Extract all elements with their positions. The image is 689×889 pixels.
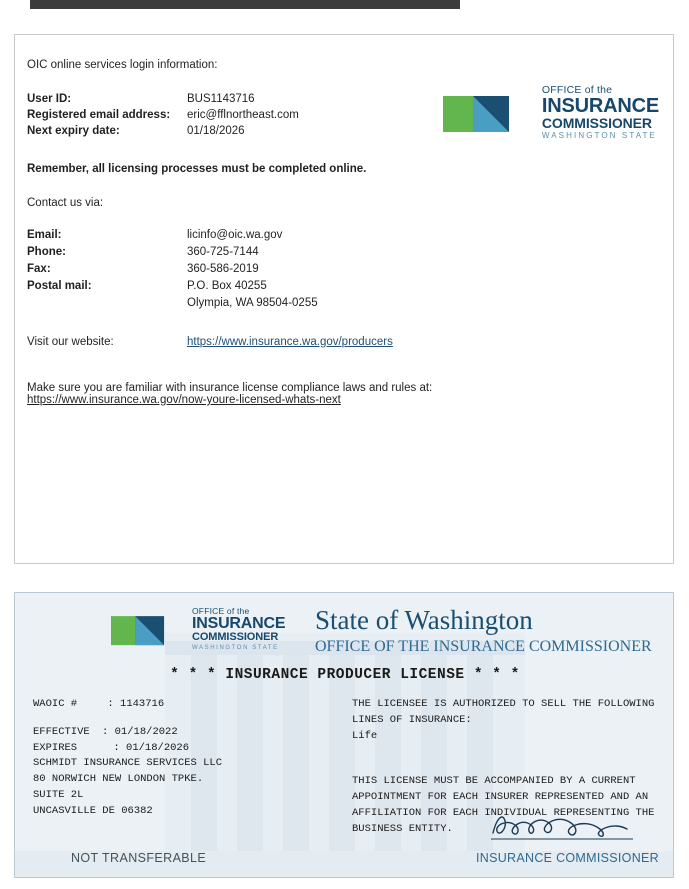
commissioner-signature — [487, 809, 637, 845]
compliance-block — [27, 382, 661, 406]
account-details-table — [27, 93, 299, 141]
oic-logo-line2: INSURANCE — [192, 614, 286, 632]
insurance-commissioner-caption: INSURANCE COMMISSIONER — [475, 851, 659, 865]
next-expiry-value: 01/18/2026 — [187, 125, 245, 137]
table-row — [27, 125, 299, 141]
postal-mail-value-2: Olympia, WA 98504-0255 — [187, 297, 318, 309]
oic-logo-line4: WASHINGTON STATE — [192, 644, 279, 651]
user-id-value: BUS1143716 — [187, 93, 255, 105]
licensee-name: SCHMIDT INSURANCE SERVICES LLC — [33, 757, 223, 770]
expires-value: : 01/18/2026 — [113, 741, 190, 754]
login-info-card — [14, 34, 674, 564]
waoic-row — [33, 697, 333, 713]
postal-mail-label: Postal mail: — [27, 280, 92, 292]
postal-mail-label-blank — [27, 297, 187, 314]
oic-logo-line3: COMMISSIONER — [192, 630, 279, 643]
next-expiry-label: Next expiry date: — [27, 125, 120, 137]
notice-line2: APPOINTMENT FOR EACH INSURER REPRESENTED AND AN — [352, 791, 649, 803]
not-transferable-label: NOT TRANSFERABLE — [71, 851, 207, 865]
table-row — [27, 93, 299, 109]
lines-of-insurance: Life — [352, 729, 378, 742]
compliance-text: Make sure you are familiar with insurance license compliance laws and rules at: — [27, 382, 433, 394]
license-banner: * * * INSURANCE PRODUCER LICENSE * * * — [170, 667, 520, 683]
oic-logo-line1: OFFICE of the — [192, 606, 250, 616]
table-row — [27, 229, 318, 246]
state-subtitle: OFFICE OF THE INSURANCE COMMISSIONER — [315, 638, 652, 655]
email-label: Email: — [27, 229, 62, 241]
postal-mail-value: P.O. Box 40255 — [187, 280, 267, 292]
effective-row — [33, 725, 333, 741]
licensee-address-line1: 80 NORWICH NEW LONDON TPKE. — [33, 773, 204, 785]
authorized-line1: THE LICENSEE IS AUTHORIZED TO SELL THE FOLLOWING — [352, 698, 655, 710]
phone-label: Phone: — [27, 246, 66, 258]
licensee-address-line2: SUITE 2L — [33, 788, 84, 801]
table-row — [27, 297, 318, 314]
table-row — [27, 263, 318, 280]
license-header — [15, 599, 674, 655]
fax-label: Fax: — [27, 263, 51, 275]
oic-logo-line3: COMMISSIONER — [541, 114, 652, 131]
expires-row — [33, 741, 333, 757]
login-info-body — [27, 59, 661, 406]
notice-line4: BUSINESS ENTITY. — [352, 822, 453, 835]
website-link[interactable]: https://www.insurance.wa.gov/producers — [187, 336, 393, 348]
state-title: State of Washington — [315, 605, 533, 635]
expires-label: EXPIRES — [33, 741, 78, 754]
oic-logo-mark — [111, 608, 185, 650]
effective-value: : 01/18/2022 — [102, 725, 178, 738]
registered-email-value: eric@fflnortheast.com — [187, 109, 299, 121]
remember-notice: Remember, all licensing processes must be completed online. — [27, 163, 367, 175]
insurance-producer-license-card — [14, 592, 674, 878]
authorized-line2: LINES OF INSURANCE: — [352, 713, 472, 726]
notice-line3: AFFILIATION FOR EACH INDIVIDUAL REPRESENTING THE — [352, 806, 655, 819]
email-value: licinfo@oic.wa.gov — [187, 229, 283, 241]
license-left-column — [33, 697, 333, 819]
waoic-label: WAOIC # — [33, 698, 78, 710]
compliance-link[interactable]: https://www.insurance.wa.gov/now-youre-licensed-whats-next — [27, 394, 341, 406]
licensee-address-line3: UNCASVILLE DE 06382 — [33, 804, 153, 817]
phone-value: 360-725-7144 — [187, 246, 259, 258]
oic-logo-line4: WASHINGTON STATE — [541, 130, 657, 140]
contact-lead: Contact us via: — [27, 197, 104, 209]
oic-logo-text — [192, 607, 285, 651]
website-row — [27, 336, 661, 352]
notice-line1: THIS LICENSE MUST BE ACCOMPANIED BY A CURRENT — [352, 775, 636, 788]
waoic-value: : 1143716 — [107, 698, 165, 710]
top-dark-band — [30, 0, 460, 9]
table-row — [27, 109, 299, 125]
effective-label: EFFECTIVE — [33, 725, 90, 738]
oic-logo-line1: OFFICE of the — [541, 84, 613, 96]
oic-logo-license — [111, 607, 285, 651]
login-info-lead: OIC online services login information: — [27, 59, 218, 71]
registered-email-label: Registered email address: — [27, 109, 171, 121]
fax-value: 360-586-2019 — [187, 263, 259, 275]
contact-details-table — [27, 229, 318, 314]
website-label: Visit our website: — [27, 336, 114, 348]
table-row — [27, 280, 318, 297]
table-row — [27, 246, 318, 263]
user-id-label: User ID: — [27, 93, 72, 105]
oic-logo-line2: INSURANCE — [541, 94, 659, 117]
